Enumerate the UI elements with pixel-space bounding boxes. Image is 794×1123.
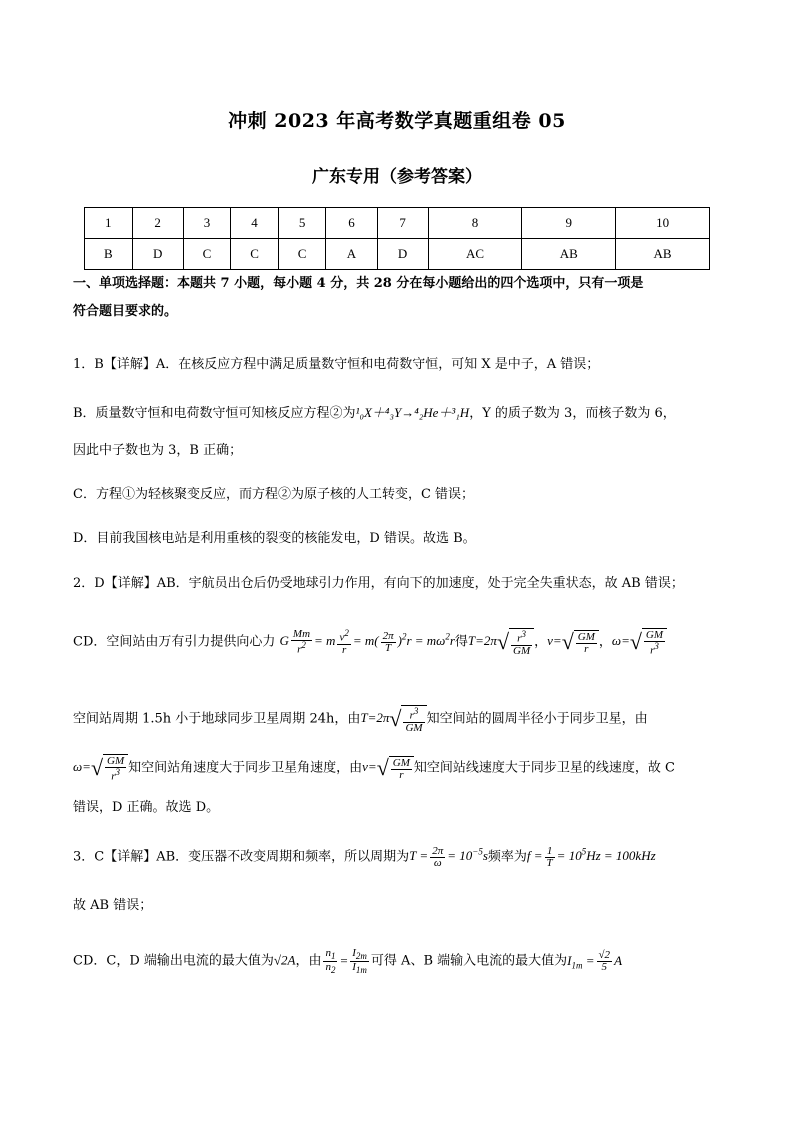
q2-line-e: 错误，D 正确。故选 D。: [73, 800, 220, 815]
q2-line-a: 2．D【详解】AB．宇航员出仓后仍受地球引力作用，有向下的加速度，处于完全失重状态，故 AB 错误；: [73, 576, 684, 591]
turns-ratio-formula: $\frac{n_1}{n_2}$ = $\frac{I_{2m}}{I_{1m}}$: [325, 947, 367, 976]
section-heading-line-1: 一、单项选择题：本题共 7 小题，每小题 4 分，共 28 分在每小题给出的四个选项中，只有一项是: [73, 276, 644, 291]
q2-line-b-mid: 得: [454, 634, 468, 650]
table-cell: C: [183, 239, 231, 270]
section-heading-line-2: 符合题目要求的。: [73, 304, 178, 319]
transformer-period-formula: T = $\frac{2\pi}{\omega}$ = $10^{-5}s$: [409, 845, 488, 869]
q2-line-c-post: 知空间站的圆周半径小于同步卫星，由: [426, 711, 648, 727]
q1-line-d: C．方程①为轻核聚变反应，而方程②为原子核的人工转变，C 错误；: [73, 487, 475, 502]
q3-line-c-mid: ，由: [295, 953, 322, 969]
table-cell: A: [326, 239, 377, 270]
q1-line-b-pre: B．质量数守恒和电荷数守恒可知核反应方程②为: [73, 406, 356, 421]
q2-line-b: CD．空间站由万有引力提供向心力 G $\frac{Mm}{r^2}$ = m $\frac{v^2}{r}$ = m( $\frac{2\pi}{T}$ )$^2r = m\omega^2r$得T=2π√ $\frac{r^3}{GM}$ ，v=√ $\frac{GM}{r}$ ，ω=√ $\frac{GM}{r^3}$: [73, 628, 667, 657]
answer-table-answer-row: [85, 239, 710, 270]
velocity-formula: v=√ $\frac{GM}{r}$: [547, 633, 599, 648]
q1-line-a: 1．B【详解】A．在核反应方程中满足质量数守恒和电荷数守恒，可知 X 是中子，A 错误；: [73, 357, 600, 372]
q1-line-b-post: ，Y 的质子数为 3，而核子数为 6，: [469, 406, 676, 421]
q2-line-d-mid1: 知空间站角速度大于同步卫星角速度，由: [128, 760, 363, 776]
q1-line-e: D．目前我国核电站是利用重核的裂变的核能发电，D 错误。故选 B。: [73, 531, 476, 546]
page-title: 冲刺 2023 年高考数学真题重组卷 05: [228, 110, 566, 132]
table-cell: 10: [616, 208, 710, 239]
table-cell: AB: [522, 239, 616, 270]
table-cell: D: [132, 239, 183, 270]
table-cell: 3: [183, 208, 231, 239]
q3-line-b: 故 AB 错误；: [73, 898, 153, 913]
table-cell: C: [231, 239, 279, 270]
period-formula: T=2π√ $\frac{r^3}{GM}$: [468, 633, 534, 648]
omega-formula: ω=√ $\frac{GM}{r^3}$: [73, 759, 128, 774]
q3-line-c-mid2: 可得 A、B 端输入电流的最大值为: [370, 953, 568, 969]
frequency-formula: f = $\frac{1}{T}$ = $10^5Hz = 100kHz$: [526, 845, 656, 869]
q3-line-c: [73, 948, 622, 975]
q3-line-a: [73, 846, 656, 869]
table-cell: 2: [132, 208, 183, 239]
table-cell: AB: [616, 239, 710, 270]
answer-table: [84, 207, 710, 270]
table-cell: 5: [278, 208, 326, 239]
nuclear-equation: ¹₀X＋⁴₃Y→⁴₂He＋³₁H: [355, 405, 470, 420]
table-cell: 4: [231, 208, 279, 239]
omega-formula: ω=√ $\frac{GM}{r^3}$: [612, 633, 667, 648]
page-subtitle: 广东专用（参考答案）: [312, 167, 482, 187]
input-current-formula: $I_{1m}$ = $\frac{√2}{5}$ A: [567, 949, 623, 974]
max-current-value: √2A: [273, 952, 296, 968]
table-cell: 8: [428, 208, 522, 239]
table-cell: D: [377, 239, 428, 270]
q2-line-c: [73, 705, 648, 734]
table-cell: AC: [428, 239, 522, 270]
q2-line-d-mid2: 知空间站线速度大于同步卫星的线速度，故 C: [413, 760, 675, 776]
q1-line-b: [73, 405, 676, 422]
table-cell: 7: [377, 208, 428, 239]
q3-line-a-pre: 3．C【详解】AB．变压器不改变周期和频率，所以周期为: [73, 849, 410, 865]
table-cell: C: [278, 239, 326, 270]
table-cell: B: [85, 239, 133, 270]
q2-line-b-pre: CD．空间站由万有引力提供向心力: [73, 634, 276, 650]
gravity-formula: G $\frac{Mm}{r^2}$ = m $\frac{v^2}{r}$ = m( $\frac{2\pi}{T}$ )$^2r = m\omega^2r$: [279, 628, 455, 656]
q3-line-a-mid: 频率为: [487, 849, 527, 865]
table-cell: 1: [85, 208, 133, 239]
period-formula: T=2π√ $\frac{r^3}{GM}$: [360, 710, 426, 725]
q1-line-c: 因此中子数也为 3，B 正确；: [73, 443, 243, 458]
q3-line-c-pre: CD．C，D 端输出电流的最大值为: [73, 953, 274, 969]
table-cell: 9: [522, 208, 616, 239]
q2-line-d: [73, 754, 675, 783]
velocity-formula: v=√ $\frac{GM}{r}$: [362, 759, 414, 774]
q2-line-c-pre: 空间站周期 1.5h 小于地球同步卫星周期 24h，由: [73, 711, 361, 727]
answer-table-number-row: [85, 208, 710, 239]
table-cell: 6: [326, 208, 377, 239]
